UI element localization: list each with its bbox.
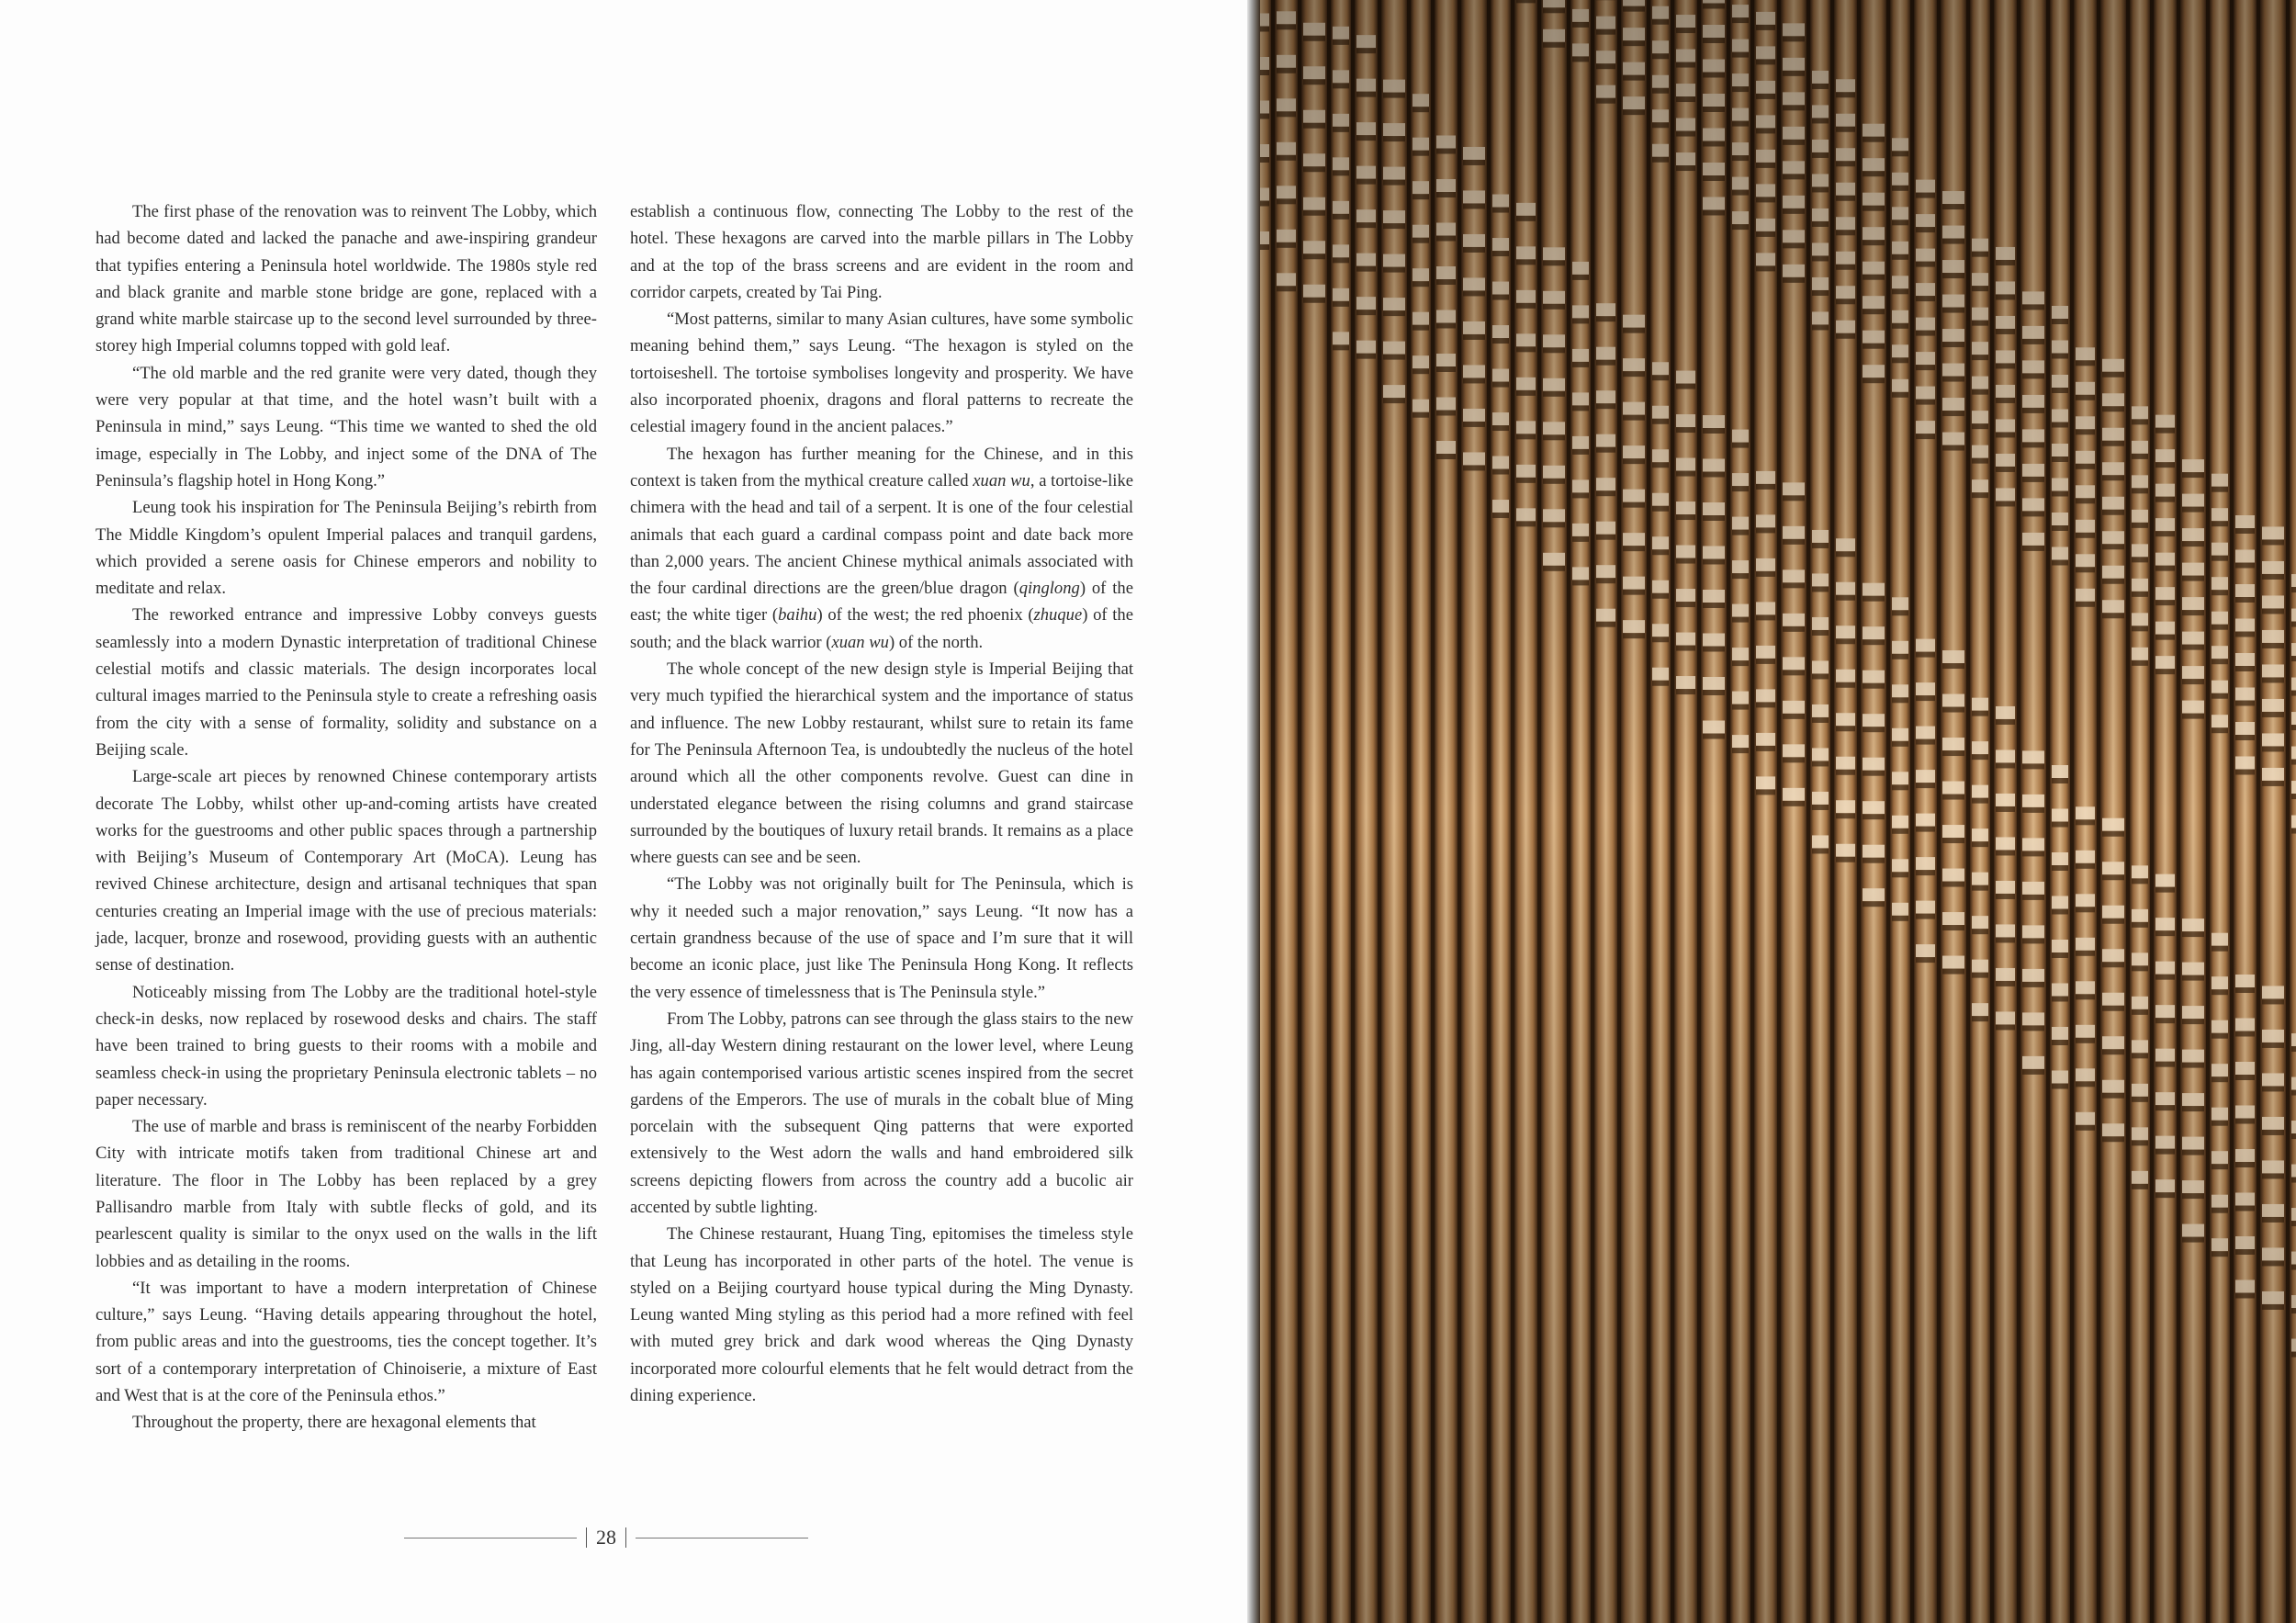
wooden-screen-photo — [1260, 0, 2296, 1623]
text-run: ) of the west; the red phoenix ( — [816, 605, 1034, 626]
text-run: , a tortoise-like chimera with the head and tail of a serpent. It is one of the four celestial animals that each guard a cardinal compass point and date back more than 2,000 years. The ancient Chinese mythical animals associated with the four cardinal directions are the green/blue dragon ( — [630, 470, 1133, 599]
folio-tick-left — [586, 1527, 587, 1548]
text-column-1 — [96, 198, 597, 1437]
paragraph: Leung took his inspiration for The Peninsula Beijing’s rebirth from The Middle Kingdom’s opulent Imperial palaces and tranquil gardens, which provided a serene oasis for Chinese emperors and nobility to meditate and relax. — [96, 498, 597, 599]
paragraph: Noticeably missing from The Lobby are the traditional hotel-style check-in desks, now replaced by rosewood desks and chairs. The staff have been trained to bring guests to their rooms with a mobile and seamless check-in using the proprietary Peninsula electronic tablets – no paper necessary. — [96, 982, 597, 1110]
paragraph: “The Lobby was not originally built for The Peninsula, which is why it needed such a major renovation,” says Leung. “It now has a certain grandness because of the use of space and I’m sure that it will become an iconic place, just like The Peninsula Hong Kong. It reflects the very essence of timelessness that is The Peninsula style.” — [630, 874, 1133, 1002]
photo-shading — [1260, 0, 2296, 1623]
text-run: ) of the east; the white tiger ( — [630, 579, 1133, 626]
italic-term: xuan wu — [831, 632, 889, 652]
page-number-footer — [404, 1524, 808, 1551]
paragraph: “It was important to have a modern interpretation of Chinese culture,” says Leung. “Having details appearing throughout the hotel, from public areas and into the guestrooms, ties the concept together. It’s sort of a contemporary interpretation of Chinoiserie, a mixture of East and West that is at the core of the Peninsula ethos.” — [96, 1278, 597, 1406]
paragraph: “Most patterns, similar to many Asian cultures, have some symbolic meaning behind them,” says Leung. “The hexagon is styled on the tortoiseshell. The tortoise symbolises longevity and prosperity. We have also incorporated phoenix, dragons and floral patterns to recreate the celestial imagery found in the ancient palaces.” — [630, 310, 1133, 437]
italic-term: zhuque — [1033, 605, 1083, 626]
text-run: ) of the north. — [888, 632, 984, 652]
paragraph — [630, 441, 1133, 656]
spine-gutter — [1247, 0, 1260, 1623]
wood-slat-screen-image — [1260, 0, 2296, 1623]
text-run: The hexagon has further meaning for the Chinese, and in this context is taken from the mythical creature called — [630, 444, 1133, 490]
paragraph: Throughout the property, there are hexagonal elements that — [132, 1413, 536, 1433]
text-run: ) of the south; and the black warrior ( — [630, 605, 1133, 652]
paragraph: From The Lobby, patrons can see through the glass stairs to the new Jing, all-day Western dining restaurant on the lower level, where Leung has again contemporised various artistic scenes inspired from the secret gardens of the Emperors. The use of murals in the cobalt blue of Ming porcelain with the subsequent Qing patterns that were exported extensively to the West adorn the walls and hand embroidered silk screens depicting flowers from across the country add a bucolic air accented by subtle lighting. — [630, 1009, 1133, 1217]
folio-tick-right — [625, 1527, 626, 1548]
paragraph: The reworked entrance and impressive Lobby conveys guests seamlessly into a modern Dynastic interpretation of traditional Chinese celestial motifs and classic materials. The design incorporates local cultural images married to the Peninsula style to create a refreshing oasis from the city with a sense of formality, solidity and substance on a Beijing scale. — [96, 605, 597, 760]
paragraph: “The old marble and the red granite were very dated, though they were very popular at that time, and the hotel wasn’t built with a Peninsula in mind,” says Leung. “This time we wanted to shed the old image, especially in The Lobby, and inject some of the DNA of The Peninsula’s flagship hotel in Hong Kong.” — [96, 363, 597, 490]
paragraph: establish a continuous flow, connecting The Lobby to the rest of the hotel. These hexagons are carved into the marble pillars in The Lobby and at the top of the brass screens and are evident in the room and corridor carpets, created by Tai Ping. — [630, 202, 1133, 302]
text-column-2 — [630, 198, 1133, 1409]
italic-term: baihu — [778, 605, 817, 626]
italic-term: xuan wu — [973, 470, 1030, 490]
paragraph: The first phase of the renovation was to reinvent The Lobby, which had become dated and lacked the panache and awe-inspiring grandeur that typifies entering a Peninsula hotel worldwide. The 1980s style red and black granite and marble stone bridge are gone, replaced with a grand white marble staircase up to the second level surrounded by three-storey high Imperial columns topped with gold leaf. — [96, 202, 597, 356]
italic-term: qinglong — [1019, 579, 1080, 599]
paragraph: The whole concept of the new design style is Imperial Beijing that very much typified the hierarchical system and the importance of status and influence. The new Lobby restaurant, whilst sure to retain its fame for The Peninsula Afternoon Tea, is undoubtedly the nucleus of the hotel around which all the other components revolve. Guest can dine in understated elegance between the rising columns and grand staircase surrounded by the boutiques of luxury retail brands. It remains as a place where guests can see and be seen. — [630, 659, 1133, 868]
page-number: 28 — [596, 1526, 616, 1549]
paragraph: The use of marble and brass is reminiscent of the nearby Forbidden City with intricate motifs taken from traditional Chinese art and literature. The floor in The Lobby has been replaced by a grey Pallisandro marble from Italy with subtle flecks of gold, and its pearlescent quality is similar to the onyx used on the walls in the lift lobbies and as detailing in the rooms. — [96, 1117, 597, 1271]
paragraph: The Chinese restaurant, Huang Ting, epitomises the timeless style that Leung has incorporated in other parts of the hotel. The venue is styled on a Beijing courtyard house typical during the Ming Dynasty. Leung wanted Ming styling as this period had a more refined with feel with muted grey brick and dark wood whereas the Qing Dynasty incorporated more colourful elements that he felt would detract from the dining experience. — [630, 1224, 1133, 1406]
paragraph: Large-scale art pieces by renowned Chinese contemporary artists decorate The Lobby, whilst other up-and-coming artists have created works for the guestrooms and other public spaces through a partnership with Beijing’s Museum of Contemporary Art (MoCA). Leung has revived Chinese architecture, design and artisanal techniques that span centuries creating an Imperial image with the use of precious materials: jade, lacquer, bronze and rosewood, providing guests with an authentic sense of destination. — [96, 767, 597, 975]
